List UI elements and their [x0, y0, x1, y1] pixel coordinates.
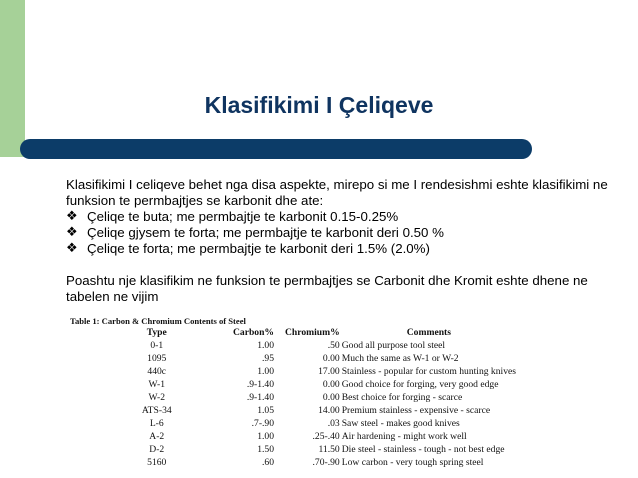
cell-carbon: .60	[262, 457, 275, 468]
cell-type: 440c	[147, 366, 167, 377]
cell-comments: Low carbon - very tough spring steel	[341, 457, 484, 468]
cell-type: L-6	[149, 418, 164, 429]
cell-carbon: 1.00	[257, 340, 275, 351]
cell-carbon: .9-1.40	[246, 392, 275, 403]
cell-comments: Premium stainless - expensive - scarce	[341, 405, 491, 416]
cell-chromium: .25-.40	[312, 431, 340, 442]
cell-carbon: 1.00	[257, 366, 275, 377]
cell-chromium: .03	[327, 418, 340, 429]
cell-type: 0-1	[150, 340, 164, 351]
table-row	[70, 378, 516, 391]
cell-carbon: .95	[262, 353, 275, 364]
steel-table	[70, 326, 516, 469]
cell-type: A-2	[149, 431, 165, 442]
cell-comments: Stainless - popular for custom hunting knives	[341, 366, 516, 377]
cell-carbon: 1.50	[257, 444, 275, 455]
steel-type-list	[66, 209, 626, 257]
cell-chromium: 0.00	[322, 392, 340, 403]
table-row	[70, 443, 516, 456]
cell-carbon: 1.05	[257, 405, 275, 416]
cell-type: 5160	[147, 457, 167, 468]
cell-type: ATS-34	[141, 405, 172, 416]
cell-type: W-2	[148, 392, 165, 403]
cell-carbon: .7-.90	[251, 418, 275, 429]
table-row	[70, 352, 516, 365]
cell-type: 1095	[147, 353, 167, 364]
diamond-bullet-icon: ❖	[66, 241, 78, 256]
table-intro-paragraph: Poashtu nje klasifikim ne funksion te permbajtjes se Carbonit dhe Kromit eshte dhene ne tabelen ne vijim	[66, 273, 588, 304]
table-row	[70, 456, 516, 469]
cell-comments: Die steel - stainless - tough - not best edge	[341, 444, 505, 455]
cell-chromium: .70-.90	[312, 457, 340, 468]
cell-chromium: 11.50	[318, 444, 340, 455]
diamond-bullet-icon: ❖	[66, 225, 78, 240]
list-item	[66, 241, 626, 257]
list-item	[66, 225, 626, 241]
cell-carbon: 1.00	[257, 431, 275, 442]
cell-comments: Much the same as W-1 or W-2	[341, 353, 459, 364]
table-row	[70, 365, 516, 378]
cell-chromium: 0.00	[322, 353, 340, 364]
column-header-carbon: Carbon%	[232, 327, 275, 338]
column-header-comments: Comments	[406, 327, 451, 338]
column-header-chromium: Chromium%	[284, 327, 340, 338]
cell-comments: Good all purpose tool steel	[341, 340, 446, 351]
cell-chromium: 0.00	[322, 379, 340, 390]
list-item-text: Çeliqe gjysem te forta; me permbajtje te karbonit deri 0.50 %	[87, 225, 444, 240]
intro-paragraph: Klasifikimi I celiqeve behet nga disa aspekte, mirepo si me I rendesishmi eshte klasifikimi ne funksion te permbajtjes se karbonit dhe ate:	[66, 177, 608, 208]
list-item-text: Çeliqe te forta; me permbajtje te karbonit deri 1.5% (2.0%)	[87, 241, 430, 256]
slide-title: Klasifikimi I Çeliqeve	[204, 92, 434, 118]
cell-chromium: 17.00	[318, 366, 340, 377]
steel-table-figure	[70, 316, 530, 469]
cell-carbon: .9-1.40	[246, 379, 275, 390]
column-header-type: Type	[146, 327, 167, 338]
cell-chromium: 14.00	[318, 405, 340, 416]
table-row	[70, 430, 516, 443]
table-row	[70, 391, 516, 404]
cell-comments: Saw steel - makes good knives	[341, 418, 460, 429]
cell-type: W-1	[148, 379, 165, 390]
diamond-bullet-icon: ❖	[66, 209, 78, 224]
cell-chromium: .50	[327, 340, 340, 351]
table-row	[70, 417, 516, 430]
cell-comments: Air hardening - might work well	[341, 431, 467, 442]
title-divider-bar	[20, 139, 532, 159]
list-item-text: Çeliqe te buta; me permbajtje te karbonit 0.15-0.25%	[87, 209, 399, 224]
list-item	[66, 209, 626, 225]
slide-body	[66, 177, 626, 305]
spacer	[66, 257, 626, 273]
table-header-row	[70, 326, 516, 339]
table-row	[70, 339, 516, 352]
cell-comments: Good choice for forging, very good edge	[341, 379, 499, 390]
cell-comments: Best choice for forging - scarce	[341, 392, 463, 403]
table-row	[70, 404, 516, 417]
cell-type: D-2	[149, 444, 165, 455]
table-caption: Table 1: Carbon & Chromium Contents of Steel	[70, 316, 246, 326]
